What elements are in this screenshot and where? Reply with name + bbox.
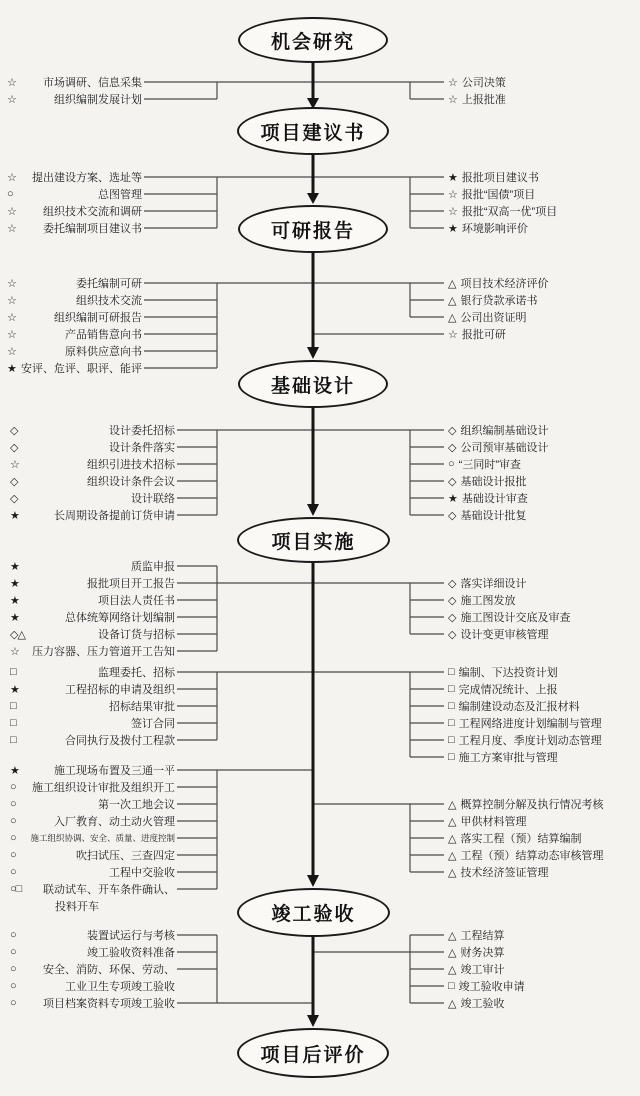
flow-item — [10, 490, 175, 506]
diamond-icon: ◇ — [448, 441, 456, 454]
flow-item-label: 施工现场布置及三通一平 — [54, 765, 175, 777]
star-filled-icon: ★ — [448, 492, 457, 505]
flow-item-label: 报批项目建议书 — [461, 172, 539, 184]
stage-node-completion-acceptance — [237, 888, 390, 937]
flow-item — [10, 456, 175, 472]
flow-item-label: 总图管理 — [98, 189, 142, 201]
square-icon: □ — [448, 980, 454, 992]
flow-item — [10, 995, 175, 1011]
flow-item — [448, 490, 528, 506]
flow-item — [448, 575, 526, 591]
arrowhead — [307, 347, 319, 359]
flow-item-label: 概算控制分解及执行情况考核 — [460, 799, 604, 811]
flow-item — [7, 186, 142, 202]
diamond-triangle-icon: ◇△ — [10, 628, 25, 641]
flow-item — [448, 732, 602, 748]
flow-item — [10, 732, 175, 748]
flow-item — [7, 91, 142, 107]
star-outline-icon: ☆ — [7, 277, 16, 290]
flow-item — [10, 626, 175, 642]
square-icon: □ — [10, 666, 16, 678]
star-outline-icon: ☆ — [448, 76, 457, 89]
star-filled-icon: ★ — [448, 222, 457, 235]
flow-item — [448, 715, 602, 731]
flow-item-label: 基础设计批复 — [460, 510, 527, 522]
star-outline-icon: ☆ — [448, 328, 457, 341]
flow-item — [10, 832, 175, 844]
flow-item-label: 市场调研、信息采集 — [43, 77, 142, 89]
flow-item-label: 报批项目开工报告 — [87, 578, 175, 590]
flow-item — [448, 927, 504, 943]
flow-item — [448, 978, 525, 994]
flow-item-label: 联动试车、开车条件确认、 — [43, 884, 175, 896]
flow-item — [10, 681, 175, 697]
flow-item — [448, 961, 504, 977]
triangle-icon: △ — [448, 294, 456, 307]
flow-item-label: 落实工程（预）结算编制 — [460, 833, 582, 845]
circle-icon: ○ — [10, 997, 16, 1009]
flow-item-label: 组织编制可研报告 — [54, 312, 142, 324]
star-filled-icon: ★ — [10, 594, 19, 607]
flow-item-label: 招标结果审批 — [109, 701, 175, 713]
flow-item — [448, 292, 537, 308]
flow-item-label: 竣工验收 — [460, 998, 505, 1010]
flow-item — [448, 944, 504, 960]
flow-item-label: 施工方案审批与管理 — [458, 752, 558, 764]
flow-item-label: 落实详细设计 — [460, 578, 527, 590]
star-filled-icon: ★ — [10, 611, 19, 624]
circle-icon: ○ — [10, 849, 16, 861]
flow-item-label: 竣工验收申请 — [458, 981, 525, 993]
flow-item — [7, 220, 142, 236]
flow-item-label: 项目档案资料专项竣工验收 — [43, 998, 175, 1010]
star-outline-icon: ☆ — [448, 93, 457, 106]
circle-square-icon: ○□ — [10, 883, 22, 895]
arrowhead — [307, 504, 319, 516]
flow-item-label: 设备订货与招标 — [98, 629, 175, 641]
flow-item-label: 编制、下达投资计划 — [458, 667, 558, 679]
flow-item-label: 长周期设备提前订货申请 — [54, 510, 175, 522]
flow-item — [448, 439, 548, 455]
flow-item — [448, 995, 504, 1011]
circle-icon: ○ — [7, 188, 13, 200]
flow-item-label: “三同时”审查 — [458, 459, 521, 471]
flow-item-label: 设计委托招标 — [109, 425, 175, 437]
flow-item — [448, 664, 558, 680]
flow-item-label: 工程招标的申请及组织 — [65, 684, 175, 696]
flow-item — [448, 592, 515, 608]
flow-item-label: 工程网络进度计划编制与管理 — [458, 718, 602, 730]
stage-node-feasibility-report — [238, 205, 388, 253]
star-outline-icon: ☆ — [7, 311, 16, 324]
stage-node-opportunity-research — [238, 17, 388, 63]
star-outline-icon: ☆ — [7, 345, 16, 358]
star-outline-icon: ☆ — [7, 76, 16, 89]
star-outline-icon: ☆ — [448, 188, 457, 201]
flow-item — [10, 796, 175, 812]
star-filled-icon: ★ — [448, 171, 457, 184]
section5c-wires — [177, 770, 444, 889]
flow-item-label: 工业卫生专项竣工验收 — [65, 981, 175, 993]
diamond-icon: ◇ — [448, 509, 456, 522]
diamond-icon: ◇ — [448, 424, 456, 437]
flow-item-label: 组织引进技术招标 — [87, 459, 175, 471]
flow-item-label: 委托编制项目建议书 — [43, 223, 142, 235]
flow-item — [10, 944, 175, 960]
flow-item-label: 吹扫试压、三查四定 — [76, 850, 175, 862]
star-outline-icon: ☆ — [7, 294, 16, 307]
flow-item — [10, 698, 175, 714]
flow-item — [448, 169, 539, 185]
star-outline-icon: ☆ — [10, 458, 19, 471]
flow-item — [10, 961, 175, 977]
flow-item — [448, 203, 557, 219]
flow-item — [10, 439, 175, 455]
flow-item — [10, 762, 175, 778]
flow-item — [448, 749, 558, 765]
flow-item-label: 工程月度、季度计划动态管理 — [458, 735, 602, 747]
flow-item-label: 施工图发放 — [460, 595, 516, 607]
flow-item-label: 工程结算 — [460, 930, 505, 942]
flow-item — [10, 422, 175, 438]
triangle-icon: △ — [448, 866, 456, 879]
flow-item-label: 公司决策 — [461, 77, 506, 89]
flow-item — [448, 813, 526, 829]
stage-node-post-project-evaluation — [237, 1028, 389, 1078]
flow-item-label: 设计条件落实 — [109, 442, 175, 454]
flow-item-label: 质监申报 — [131, 561, 175, 573]
flow-item — [448, 473, 526, 489]
flow-item — [448, 91, 506, 107]
flow-item — [448, 74, 506, 90]
flow-item-label: 组织设计条件会议 — [87, 476, 175, 488]
star-outline-icon: ☆ — [7, 171, 16, 184]
flow-item-label: 甲供材料管理 — [460, 816, 527, 828]
square-icon: □ — [10, 700, 16, 712]
flow-item — [10, 558, 175, 574]
circle-icon: ○ — [10, 832, 16, 844]
flow-item-label: 安全、消防、环保、劳动、 — [43, 964, 175, 976]
flow-item-label: 项目技术经济评价 — [460, 278, 549, 290]
flow-item — [7, 275, 142, 291]
square-icon: □ — [448, 700, 454, 712]
star-outline-icon: ☆ — [7, 328, 16, 341]
flow-item-label: 环境影响评价 — [461, 223, 528, 235]
triangle-icon: △ — [448, 277, 456, 290]
flow-item — [448, 422, 548, 438]
flow-item-label: 编制建设动态及汇报材料 — [458, 701, 580, 713]
flow-item — [7, 74, 142, 90]
diamond-icon: ◇ — [448, 628, 456, 641]
flow-item-label: 总体统筹网络计划编制 — [65, 612, 175, 624]
flow-item — [10, 864, 175, 880]
section1-wires — [144, 82, 444, 99]
flow-item-label: 施工图设计交底及审查 — [460, 612, 571, 624]
flow-item-label: 报批“国债”项目 — [461, 189, 536, 201]
flow-item — [448, 275, 548, 291]
flow-item — [448, 507, 526, 523]
triangle-icon: △ — [448, 997, 456, 1010]
flow-item — [10, 575, 175, 591]
stage-label: 基础设计 — [270, 375, 355, 397]
square-icon: □ — [10, 717, 16, 729]
flow-item — [10, 473, 175, 489]
diamond-icon: ◇ — [10, 441, 18, 454]
flow-item — [10, 927, 175, 943]
flow-item — [448, 326, 506, 342]
flow-item-label: 组织技术交流和调研 — [43, 206, 142, 218]
flow-item — [448, 220, 528, 236]
flow-item-label: 入厂教育、动土动火管理 — [54, 816, 175, 828]
flow-item-label: 施工组织协调、安全、质量、进度控制 — [30, 833, 175, 843]
flow-item — [10, 609, 175, 625]
flow-item-label: 财务决算 — [460, 947, 505, 959]
stage-label: 机会研究 — [270, 31, 355, 53]
circle-icon: ○ — [10, 781, 16, 793]
section5a-wires — [177, 566, 444, 651]
flow-item-label: 基础设计审查 — [461, 493, 528, 505]
flow-item — [448, 626, 548, 642]
flow-item — [448, 186, 535, 202]
diamond-icon: ◇ — [10, 475, 18, 488]
star-outline-icon: ☆ — [7, 205, 16, 218]
flow-item — [7, 360, 142, 376]
star-outline-icon: ☆ — [7, 222, 16, 235]
flow-item-label: 产品销售意向书 — [65, 329, 142, 341]
star-filled-icon: ★ — [10, 509, 19, 522]
flow-item-label: 公司预审基础设计 — [460, 442, 549, 454]
section3-wires — [144, 283, 444, 368]
square-icon: □ — [448, 717, 454, 729]
stage-label: 项目后评价 — [260, 1044, 366, 1066]
star-outline-icon: ☆ — [7, 93, 16, 106]
flow-item-label: 工程（预）结算动态审核管理 — [460, 850, 604, 862]
flow-item-label: 报批“双高一优”项目 — [461, 206, 558, 218]
triangle-icon: △ — [448, 946, 456, 959]
stage-label: 项目实施 — [271, 531, 356, 553]
triangle-icon: △ — [448, 929, 456, 942]
flow-item-label: 合同执行及拨付工程款 — [65, 735, 175, 747]
flow-item — [448, 456, 521, 472]
flow-item-label: 委托编制可研 — [76, 278, 142, 290]
flow-item — [448, 609, 570, 625]
flow-item — [7, 292, 142, 308]
flow-item-label: 公司出资证明 — [460, 312, 527, 324]
flow-item-label: 银行贷款承诺书 — [460, 295, 538, 307]
flow-item-label: 技术经济签证管理 — [460, 867, 549, 879]
circle-icon: ○ — [10, 815, 16, 827]
flow-item-label: 组织编制基础设计 — [460, 425, 549, 437]
star-filled-icon: ★ — [10, 577, 19, 590]
triangle-icon: △ — [448, 815, 456, 828]
stage-label: 可研报告 — [270, 220, 355, 242]
diamond-icon: ◇ — [10, 492, 18, 505]
diamond-icon: ◇ — [448, 475, 456, 488]
flow-item — [10, 847, 175, 863]
star-outline-icon: ☆ — [448, 205, 457, 218]
arrowhead — [307, 875, 319, 887]
triangle-icon: △ — [448, 832, 456, 845]
section4-wires — [177, 430, 444, 515]
flow-item-label: 组织技术交流 — [76, 295, 142, 307]
square-icon: □ — [448, 683, 454, 695]
flow-item — [448, 796, 603, 812]
circle-icon: ○ — [448, 458, 454, 470]
star-filled-icon: ★ — [10, 683, 19, 696]
diamond-icon: ◇ — [448, 594, 456, 607]
diamond-icon: ◇ — [448, 577, 456, 590]
flow-item — [448, 830, 581, 846]
flow-item — [7, 343, 142, 359]
flow-item-label: 完成情况统计、上报 — [458, 684, 558, 696]
flow-item-label: 竣工验收资料准备 — [87, 947, 175, 959]
square-icon: □ — [448, 751, 454, 763]
flow-item-label: 报批可研 — [461, 329, 506, 341]
square-icon: □ — [448, 666, 454, 678]
flow-item-label: 原料供应意向书 — [65, 346, 142, 358]
flow-item-label: 装置试运行与考核 — [87, 930, 175, 942]
flow-item — [448, 681, 558, 697]
arrowhead — [307, 1015, 319, 1027]
diamond-icon: ◇ — [10, 424, 18, 437]
circle-icon: ○ — [10, 980, 16, 992]
star-outline-icon: ☆ — [10, 645, 19, 658]
arrowhead — [307, 193, 319, 204]
flow-item-label: 提出建设方案、选址等 — [32, 172, 142, 184]
square-icon: □ — [448, 734, 454, 746]
flow-item — [10, 643, 175, 659]
flow-item-label: 工程中交验收 — [109, 867, 175, 879]
flow-item-label: 施工组织设计审批及组织开工 — [32, 782, 175, 794]
stage-node-basic-design — [238, 360, 388, 408]
square-icon: □ — [10, 734, 16, 746]
flow-item-label: 设计联络 — [131, 493, 175, 505]
flow-item — [10, 715, 175, 731]
flow-item — [10, 779, 175, 795]
flow-item — [10, 978, 175, 994]
flow-item-label: 项目法人责任书 — [98, 595, 175, 607]
flow-item-label: 上报批准 — [461, 94, 506, 106]
flow-item-label: 设计变更审核管理 — [460, 629, 549, 641]
circle-icon: ○ — [10, 866, 16, 878]
flow-item — [10, 881, 175, 897]
circle-icon: ○ — [10, 946, 16, 958]
flow-item-label: 组织编制发展计划 — [54, 94, 142, 106]
stage-label: 项目建议书 — [260, 122, 366, 144]
circle-icon: ○ — [10, 929, 16, 941]
stage-label: 竣工验收 — [271, 904, 356, 925]
flow-item-label: 第一次工地会议 — [98, 799, 175, 811]
flow-item — [10, 592, 175, 608]
flow-item — [7, 326, 142, 342]
flow-item — [7, 309, 142, 325]
flow-item-label: 竣工审计 — [460, 964, 505, 976]
flow-item-label: 压力容器、压力管道开工告知 — [32, 646, 175, 658]
circle-icon: ○ — [10, 963, 16, 975]
triangle-icon: △ — [448, 963, 456, 976]
triangle-icon: △ — [448, 849, 456, 862]
flow-item — [10, 664, 175, 680]
stage-node-project-implementation — [237, 517, 390, 563]
flow-item — [448, 864, 548, 880]
section5b-wires — [177, 672, 444, 757]
flow-item — [448, 309, 526, 325]
flow-item-label: 安评、危评、职评、能评 — [21, 363, 142, 375]
flow-item — [10, 507, 175, 523]
stage-node-project-proposal — [237, 107, 389, 155]
flow-item — [10, 813, 175, 829]
flow-item — [7, 169, 142, 185]
flow-item-label: 监理委托、招标 — [98, 667, 175, 679]
section6-wires — [177, 935, 444, 1003]
star-filled-icon: ★ — [7, 362, 16, 375]
triangle-icon: △ — [448, 798, 456, 811]
circle-icon: ○ — [10, 798, 16, 810]
flow-item-label: 投料开车 — [55, 901, 99, 913]
flow-item-label: 签订合同 — [131, 718, 175, 730]
flow-item — [7, 203, 142, 219]
flow-item — [448, 847, 603, 863]
flow-item-label: 基础设计报批 — [460, 476, 527, 488]
diamond-icon: ◇ — [448, 611, 456, 624]
flow-item — [55, 898, 99, 914]
flow-item — [448, 698, 580, 714]
triangle-icon: △ — [448, 311, 456, 324]
star-filled-icon: ★ — [10, 764, 19, 777]
star-filled-icon: ★ — [10, 560, 19, 573]
